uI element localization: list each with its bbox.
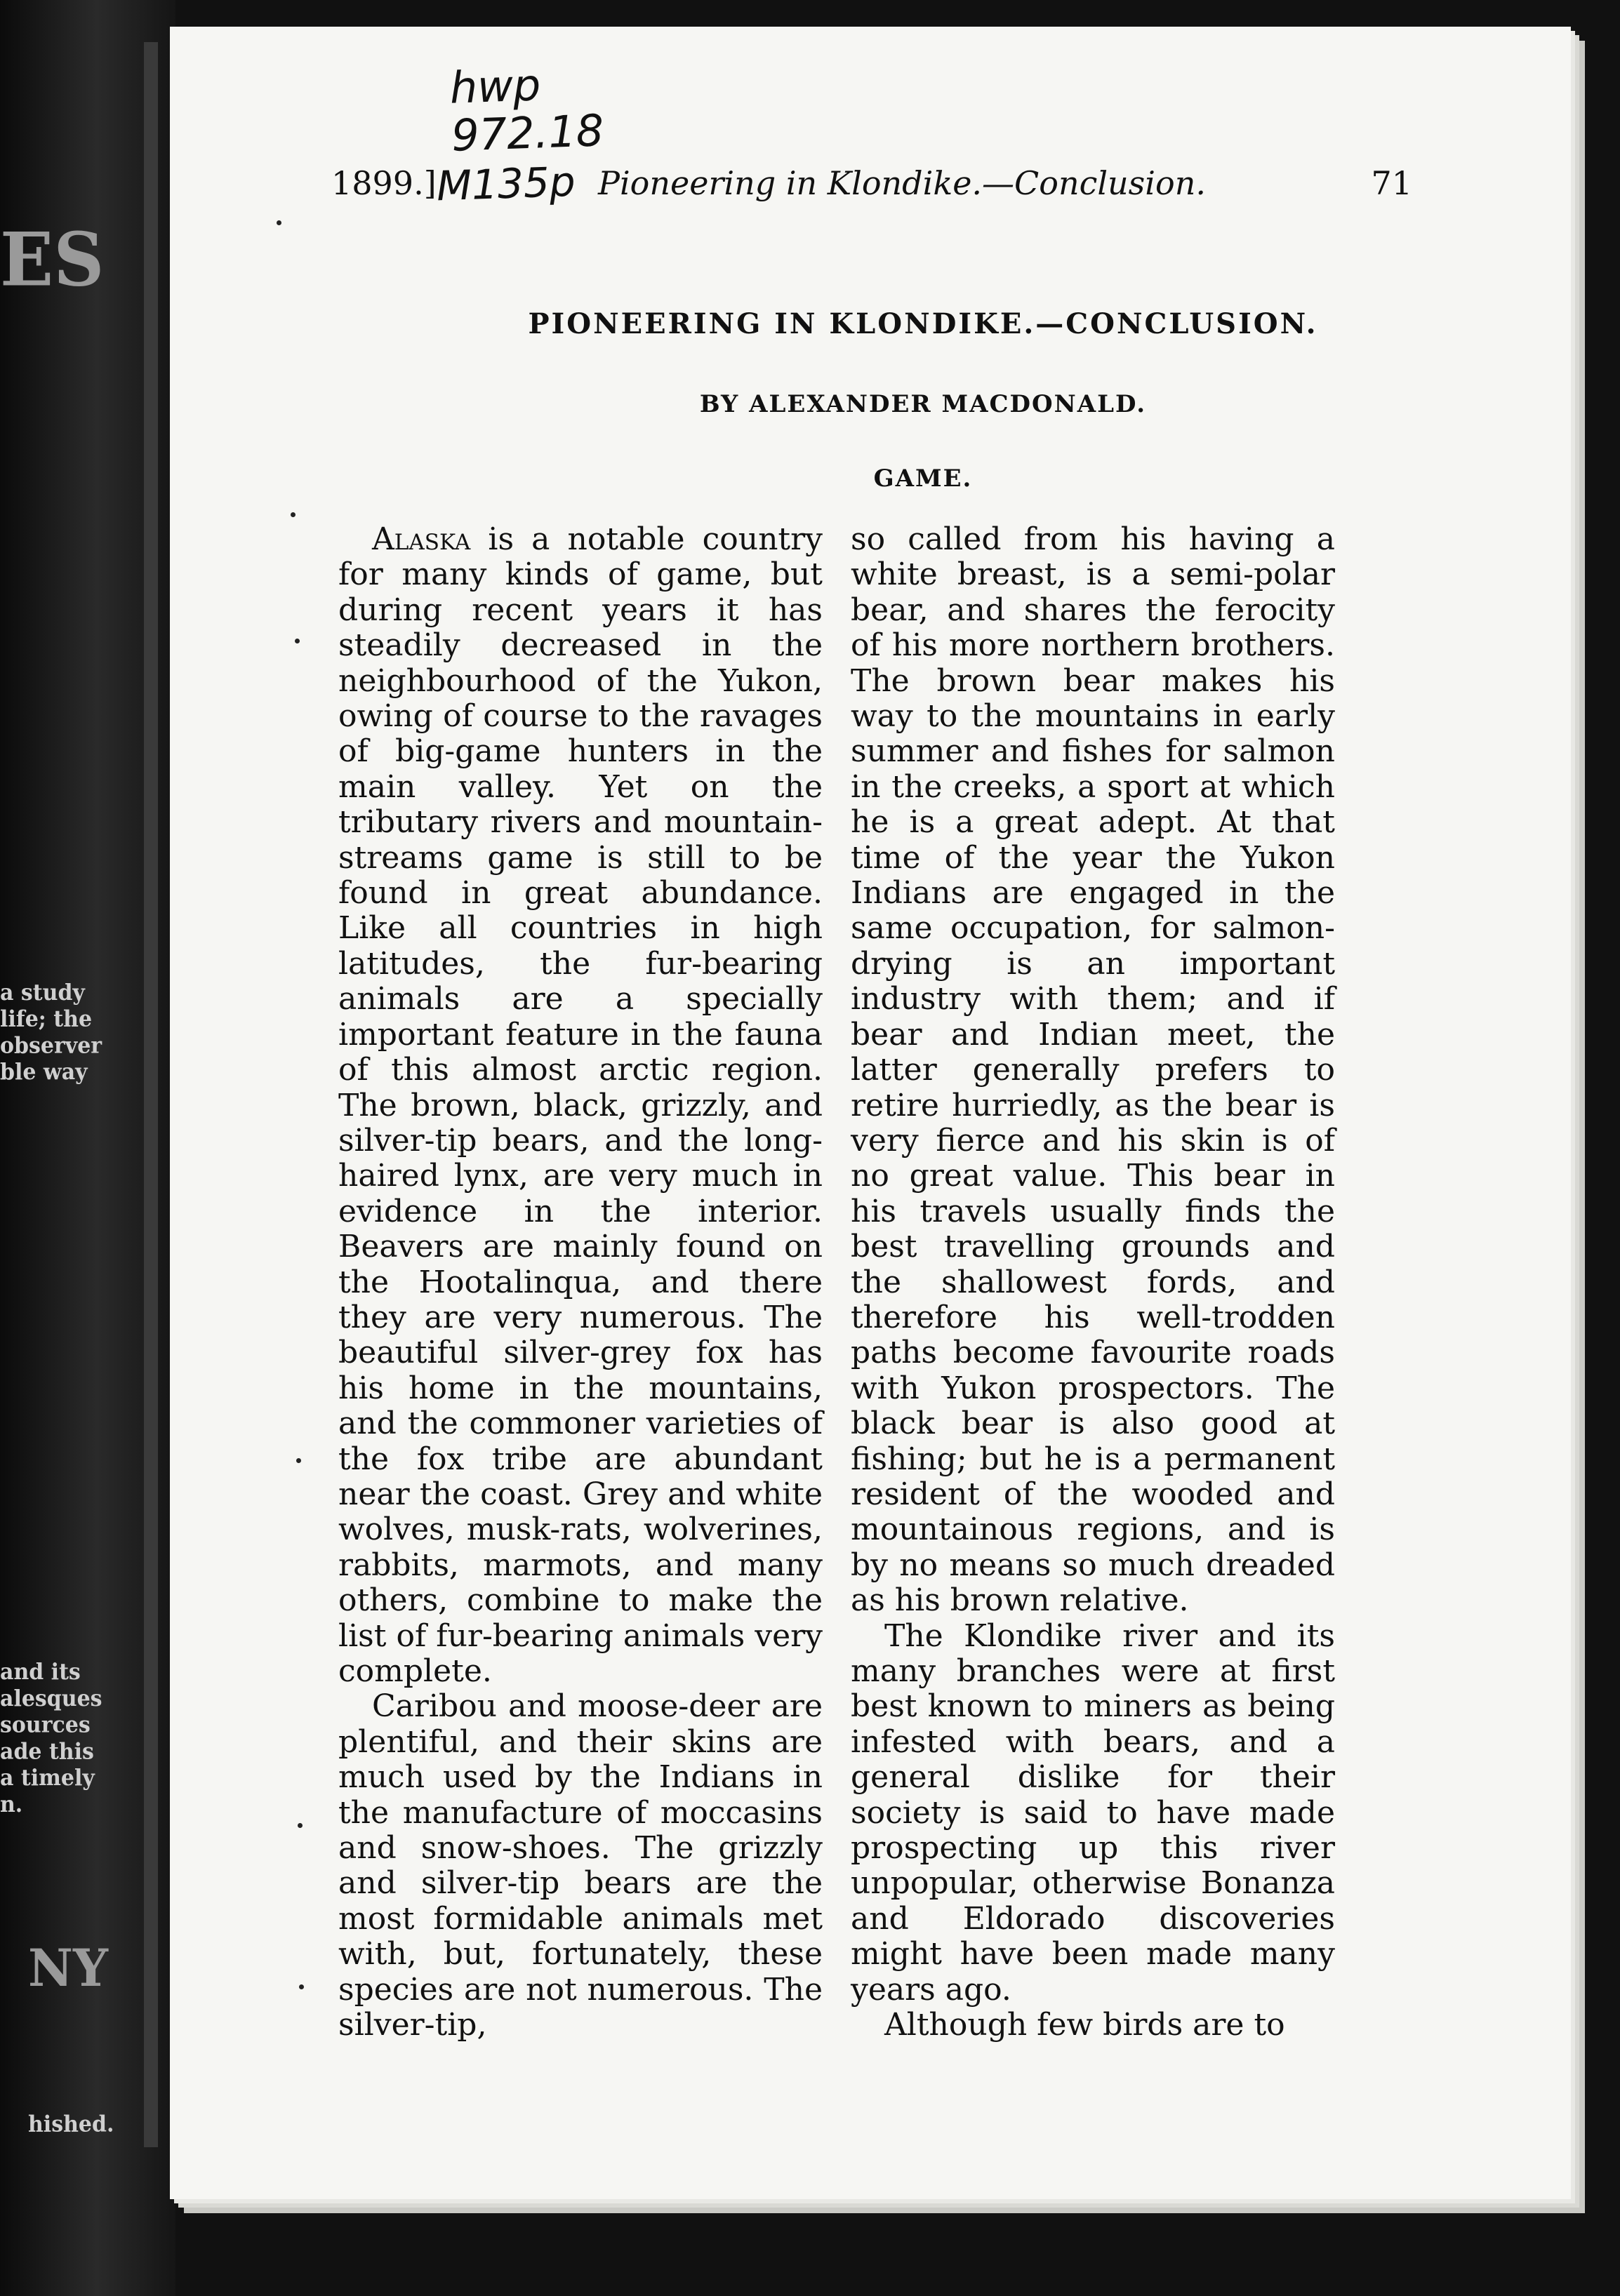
paragraph: Although few birds are to xyxy=(884,2007,1285,2043)
paragraph: so called from his having a white breast, is a semi-polar bear, and shares the ferocity of his more northern brothers. The brown bear makes his way to the mountains in early summer and fishes for salmon in the creeks, a sport at which he is a great adept. At that time of the year the Yukon Indians are engaged in the same occupation, for salmon-drying is an important industry with them; and if bear and Indian meet, the latter generally prefers to retire hurriedly, as the bear is very fierce and his skin is of no great value. This bear in his travels usually finds the best travelling grounds and the shallowest fords, and therefore his well-trodden paths become favourite roads with Yukon prospectors. The black bear is also good at fishing; but he is a permanent resident of the wooded and mountainous regions, and is by no means so much dreaded as his brown relative. xyxy=(851,521,1335,1619)
paragraph: Caribou and moose-deer are plentiful, and their skins are much used by the Indians in the manufacture of moccasins and snow-shoes. The grizzly and silver-tip bears are the most formidable animals met with, but, fortunately, these species are not numerous. The silver-tip, xyxy=(338,1688,823,2043)
paragraph-lead-word: Alaska xyxy=(372,521,471,557)
right-column xyxy=(851,522,1335,2043)
strip-fragment-block-3: hished. xyxy=(28,2111,114,2137)
margin-speck xyxy=(299,1984,304,1989)
margin-speck xyxy=(296,1458,301,1463)
document-page xyxy=(170,27,1571,2199)
handwritten-call-number: hwp 972.18 xyxy=(449,59,605,161)
margin-speck xyxy=(295,639,300,643)
handwritten-note: M135p xyxy=(435,157,576,211)
paragraph: The Klondike river and its many branches were at first best known to miners as being infested with bears, and a general dislike for their society is said to have made prospecting up this river unpopular, otherwise Bonanza and Eldorado discoveries might have been made many years ago. xyxy=(851,1617,1335,2008)
running-head-title: Pioneering in Klondike.—Conclusion. xyxy=(598,164,1206,202)
strip-fragment-es: ES xyxy=(0,216,105,303)
article-byline: BY ALEXANDER MACDONALD. xyxy=(699,390,1147,418)
margin-speck xyxy=(291,512,296,517)
margin-speck xyxy=(298,1823,303,1828)
book-edge xyxy=(144,42,158,2147)
running-head xyxy=(331,164,1412,206)
article-title: PIONEERING IN KLONDIKE.—CONCLUSION. xyxy=(528,307,1318,340)
paragraph xyxy=(338,522,823,1689)
page-number: 71 xyxy=(1371,164,1412,202)
running-head-year: 1899.] xyxy=(331,164,437,202)
paragraph-text: is a notable country for many kinds of game, but during recent years it has steadily decreased in the neighbourhood of the Yukon, owing of course to the ravages of big-game hunters in the main valley. Yet on the tributary rivers and mountain-streams game is still to be found in great abundance. Like all countries in high latitudes, the fur-bearing animals are a specially important feature in the fauna of this almost arctic region. The brown, black, grizzly, and silver-tip bears, and the long-haired lynx, are very much in evidence in the interior. Beavers are mainly found on the Hootalinqua, and there they are very numerous. The beautiful silver-grey fox has his home in the mountains, and the commoner varieties of the fox tribe are abundant near the coast. Grey and white wolves, musk-rats, wolverines, rabbits, marmots, and many others, combine to make the list of fur-bearing animals very complete. xyxy=(338,521,823,1689)
strip-fragment-ny: NY xyxy=(28,1937,108,1999)
strip-fragment-block-1: a study life; the observer ble way xyxy=(0,980,102,1086)
strip-fragment-block-2: and its alesques sources ade this a timely n. xyxy=(0,1659,102,1818)
margin-speck xyxy=(277,220,281,225)
section-heading: GAME. xyxy=(873,465,973,493)
left-column xyxy=(338,522,823,2043)
adjacent-page-strip xyxy=(0,0,175,2296)
